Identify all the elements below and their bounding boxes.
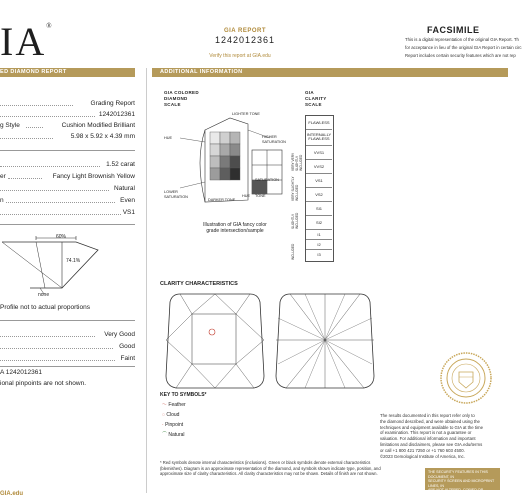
polish-row (0, 330, 135, 339)
divider (0, 366, 135, 367)
divider (0, 320, 135, 321)
report-number-row (0, 110, 135, 119)
grade-i1: I1 (306, 229, 332, 240)
tone-label: TONE (255, 194, 266, 198)
origin-row (0, 184, 135, 193)
crown-view (166, 294, 264, 388)
measurements-value: 5.98 x 5.92 x 4.39 mm (70, 133, 135, 140)
colored-scale-caption: Illustration of GIA fancy color grade intersection/sample (203, 222, 267, 234)
fluorescence-row (0, 354, 135, 363)
hue-label: HUE (164, 136, 173, 140)
divider (0, 150, 135, 151)
table-percent: 60% (56, 234, 67, 240)
gia-logo: IA® (0, 19, 54, 64)
right-section-bar: ADDITIONAL INFORMATION (152, 68, 508, 77)
facsimile-block (405, 25, 522, 59)
hue-label-2: HUE (242, 194, 251, 198)
disclaimer: The results documented in this report refer only to the diamond described, and were obtained using the techniques and equipment available to GIA at the time of examination. This report is not a guarantee or valuation. For additional information and important limitations and disclaimers, please see GIA.edu/terms or call +1 800 421 7250 or +1 760 603 4500. ©2023 Gemological Institute of America, Inc. (380, 413, 483, 459)
report-number-value: 1242012361 (98, 111, 135, 118)
saturation-label: SATURATION (255, 178, 279, 182)
culet-value: none (38, 292, 50, 298)
shape-value: Cushion Modified Brilliant (61, 122, 135, 129)
colored-scale-title: GIA COLORED DIAMOND SCALE (164, 90, 199, 107)
polish-value: Very Good (104, 331, 135, 338)
gia-seal (440, 352, 492, 404)
grade-if: INTERNALLY FLAWLESS (306, 129, 332, 146)
grade-i3: I3 (317, 252, 321, 257)
security-strip: THE SECURITY FEATURES IN THIS DOCUMENT, IN SECURITY SCREEN AND MICROPRINT LINES, IN ARE NOT ALTERED, COPIED OR VISIBLY ALTERED (425, 468, 500, 490)
report-label: GIA REPORT (223, 28, 267, 34)
facsimile-line: Report includes certain security features which are not rep (405, 53, 516, 58)
color-row (0, 172, 135, 181)
carat-value: 1.52 carat (106, 161, 135, 168)
grade-fl: FLAWLESS (306, 116, 332, 130)
color-label: er (0, 173, 6, 180)
facsimile-line: This is a digital representation of the original GIA Report. Th (405, 37, 519, 42)
comment-text: ional pinpoints are not shown. (0, 380, 87, 387)
divider (0, 224, 135, 225)
clarity-group-vs: VERY SLIGHTLY INCLUDED (291, 176, 299, 201)
proportion-diagram (0, 230, 110, 302)
grade-si1: SI1 (306, 201, 332, 216)
key-title: KEY TO SYMBOLS* (160, 392, 207, 398)
facsimile-line: for acceptance in lieu of the original GIA Report in certain circ (405, 45, 522, 50)
clarity-scale-title: GIA CLARITY SCALE (305, 90, 327, 107)
origin-value: Natural (114, 185, 135, 192)
distribution-label: n (0, 197, 4, 204)
gia-footer-link[interactable]: GIA.edu (0, 491, 24, 497)
symbols-footnote: * Red symbols denote internal characteristics (inclusions). Green or black symbols denote external characteristics (blemishes). Diagram is an approximate representation of the diamond, and symbols shown indicate type, position, and approximate size of clarity characteristics. All clarity characteristics may not be shown. Details of finish are not shown. (160, 460, 381, 476)
cloud-icon: ◌ (162, 412, 165, 418)
symmetry-row (0, 342, 135, 351)
inscription-value: A 1242012361 (0, 369, 42, 376)
report-header (205, 28, 285, 59)
clarity-group-i: INCLUDED (291, 243, 295, 260)
clarity-group-si: SLIGHTLY INCLUDED (291, 212, 299, 229)
key-pinpoint: · Pinpoint (162, 422, 184, 428)
grade-vvs2: VVS2 (306, 159, 332, 174)
measurements-row (0, 132, 135, 141)
colored-scale-diagram (160, 110, 310, 220)
grade-i2: I2 (306, 239, 332, 250)
shape-label: g Style (0, 122, 20, 129)
lower-saturation-label: LOWER SATURATION (164, 190, 188, 199)
clarity-group-vvs: VERY VERY SLIGHTLY INCLUDED (291, 152, 303, 171)
higher-saturation-label: HIGHER SATURATION (262, 135, 286, 144)
color-value: Fancy Light Brownish Yellow (52, 173, 135, 180)
shape-row (0, 121, 135, 130)
profile-note: Profile not to actual proportions (0, 304, 90, 311)
clarity-row (0, 208, 135, 217)
natural-icon: ⌒ (162, 432, 168, 438)
clarity-value: VS1 (122, 209, 135, 216)
report-type-value: Grading Report (90, 100, 135, 107)
verify-link[interactable]: Verify this report at GIA.edu (209, 53, 271, 59)
grade-vs1: VS1 (306, 173, 332, 188)
feather-icon: 〜 (162, 402, 168, 408)
distribution-value: Even (120, 197, 135, 204)
facsimile-title: FACSIMILE (427, 25, 480, 35)
clarity-plot-diagram (160, 290, 390, 392)
pinpoint-icon: · (162, 422, 164, 428)
clarity-characteristics-title: CLARITY CHARACTERISTICS (160, 281, 238, 287)
symmetry-value: Good (119, 343, 135, 350)
distribution-row (0, 196, 135, 205)
grade-vs2: VS2 (306, 187, 332, 202)
grade-vvs1: VVS1 (306, 145, 332, 160)
pavilion-view (276, 294, 374, 388)
column-divider (146, 68, 147, 493)
key-feather: 〜 Feather (162, 402, 186, 408)
left-section-bar: ED DIAMOND REPORT (0, 68, 135, 77)
clarity-scale-box (305, 115, 334, 262)
grade-si2: SI2 (306, 215, 332, 230)
depth-percent: 74.1% (66, 258, 81, 264)
report-type-row (0, 99, 135, 108)
fluorescence-value: Faint (120, 355, 135, 362)
carat-row (0, 160, 135, 169)
report-number: 1242012361 (214, 35, 276, 45)
key-natural: ⌒ Natural (162, 432, 185, 438)
lighter-tone-label: LIGHTER TONE (232, 112, 260, 116)
key-cloud: ◌ Cloud (162, 412, 180, 418)
darker-tone-label: DARKER TONE (208, 198, 236, 202)
